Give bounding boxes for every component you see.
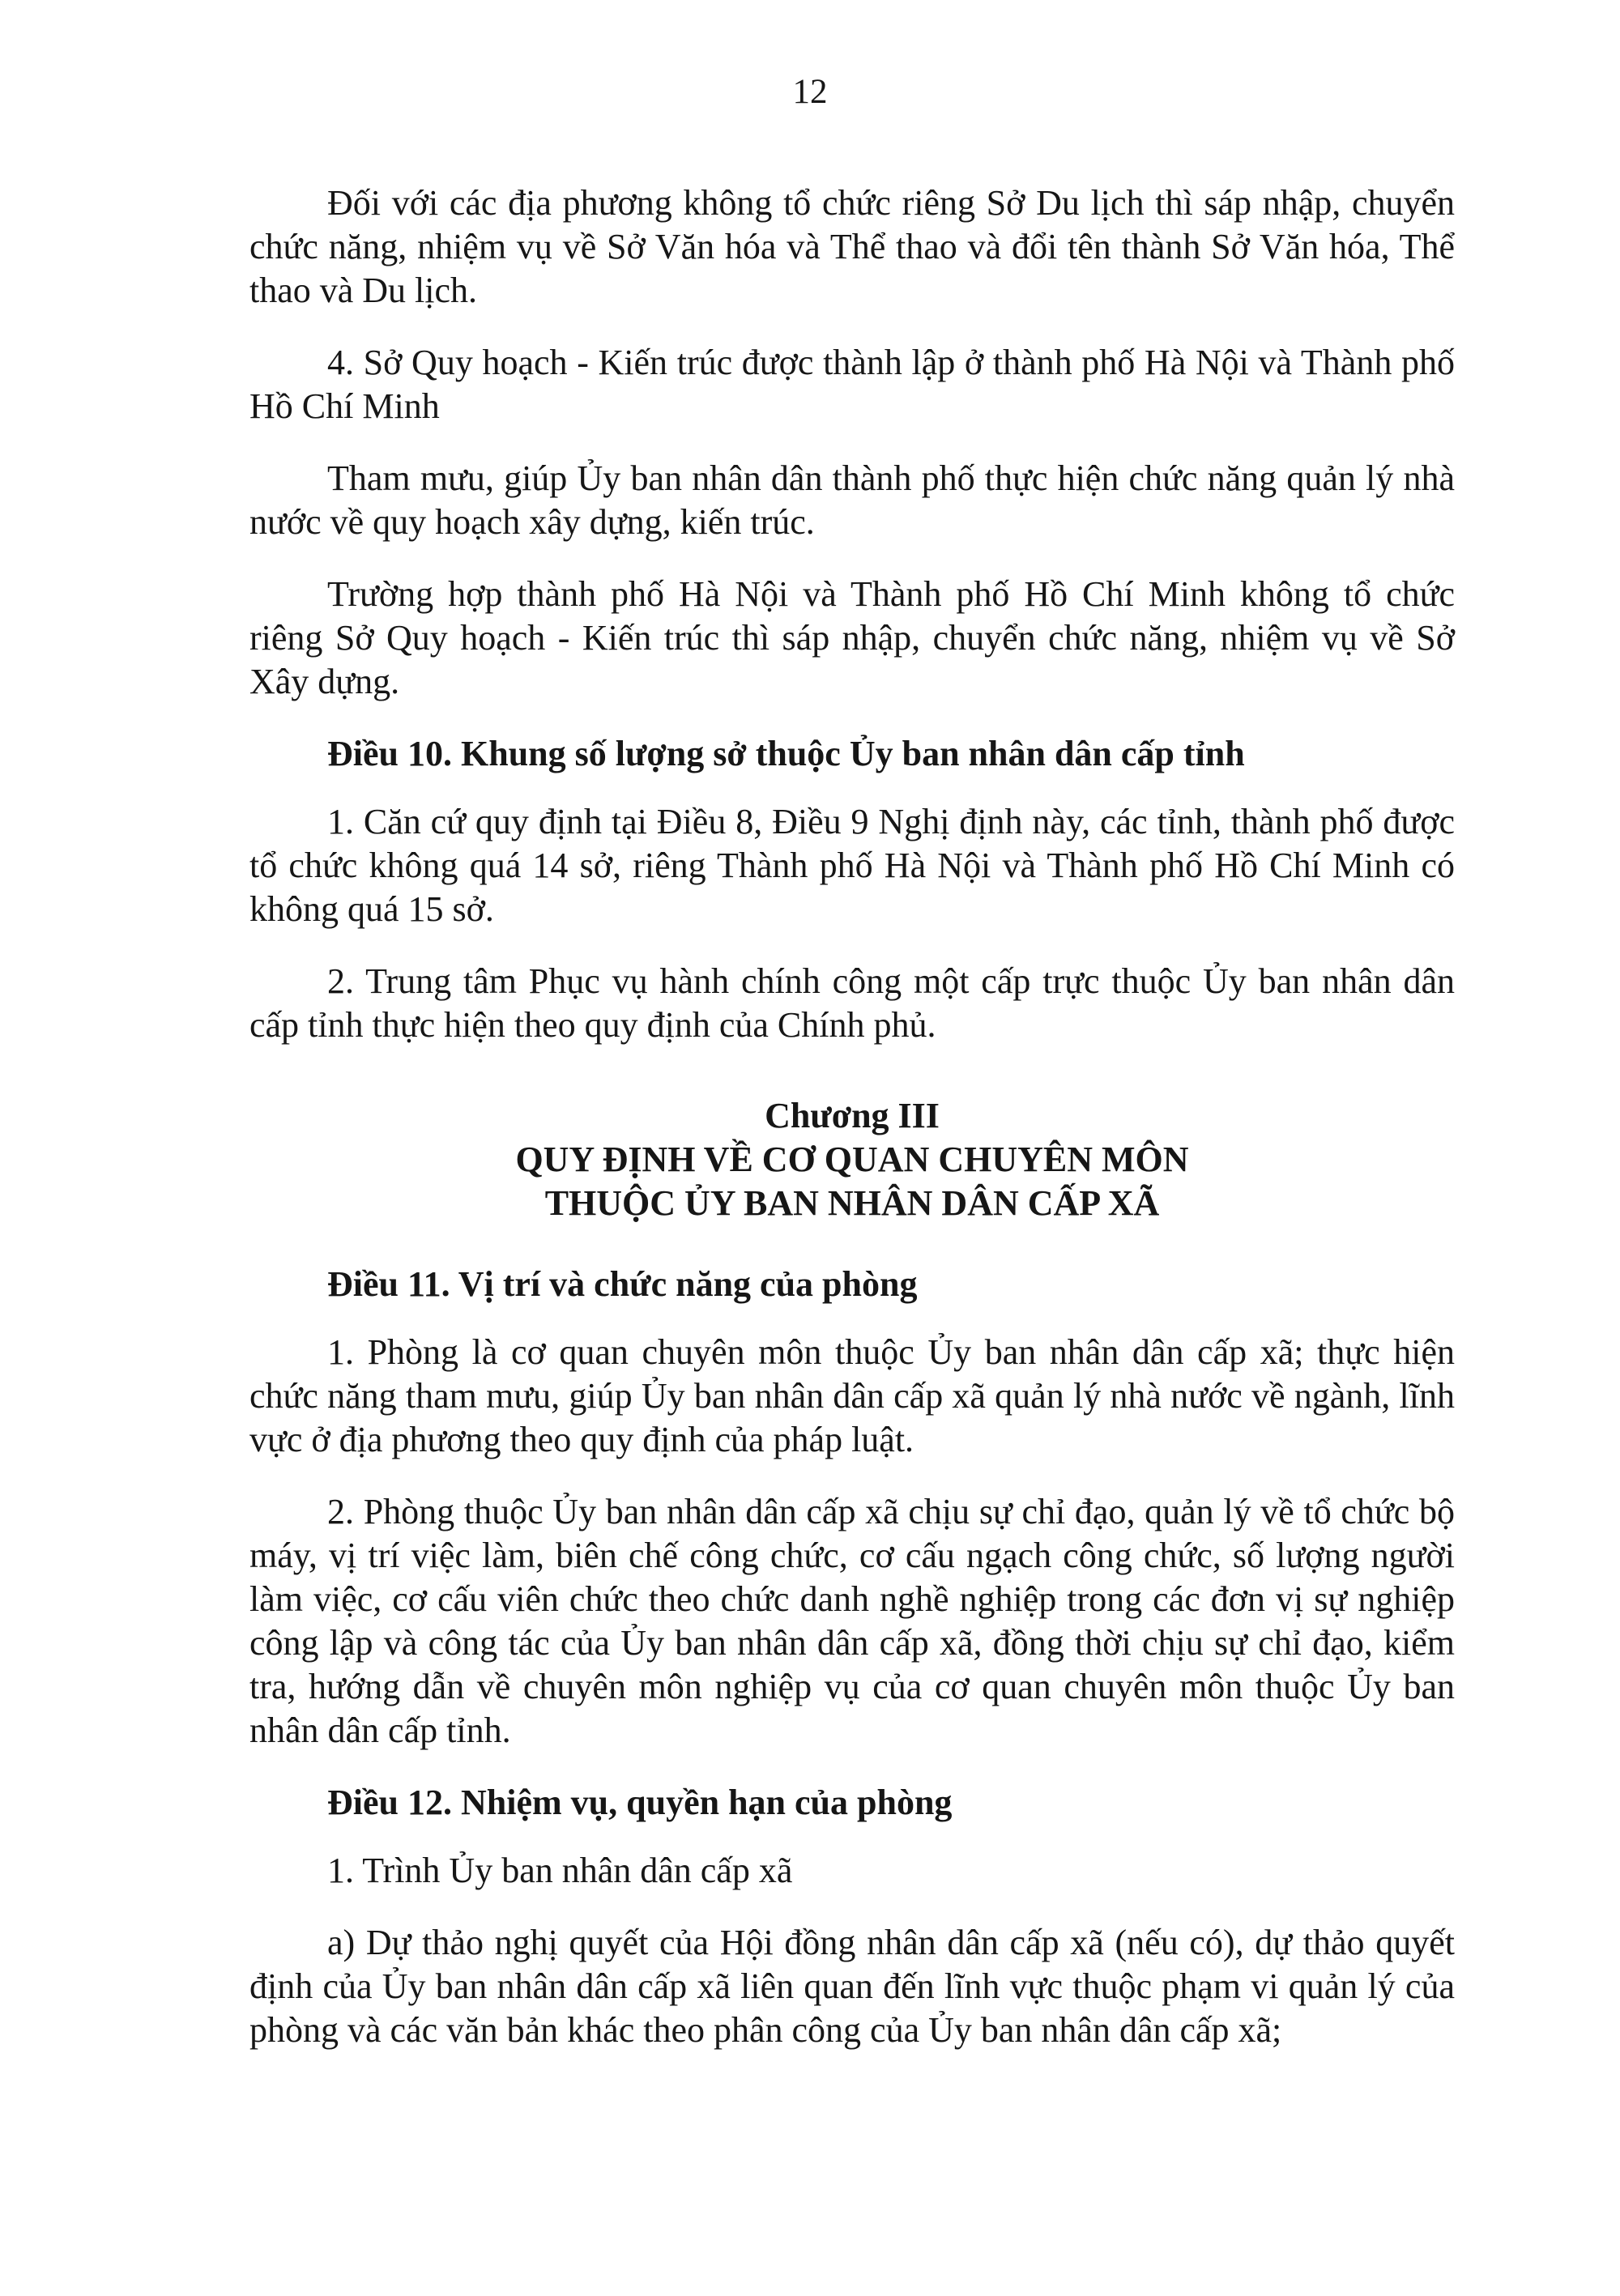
chapter-title-line-2: THUỘC ỦY BAN NHÂN DÂN CẤP XÃ	[544, 1183, 1160, 1223]
chapter-title-line-1: QUY ĐỊNH VỀ CƠ QUAN CHUYÊN MÔN	[515, 1139, 1189, 1179]
article-12-item-1: 1. Trình Ủy ban nhân dân cấp xã	[327, 1851, 793, 1890]
page-number: 12	[792, 73, 828, 111]
paragraph-planning-merger: Trường hợp thành phố Hà Nội và Thành phố Hồ Chí Minh không tổ chức riêng Sở Quy hoạch - Kiến trúc thì sáp nhập, chuyển chức năng, nhiệm vụ về Sở Xây dựng.	[249, 574, 1455, 701]
article-10-item-2: 2. Trung tâm Phục vụ hành chính công một cấp trực thuộc Ủy ban nhân dân cấp tỉnh thực hiện theo quy định của Chính phủ.	[249, 961, 1455, 1045]
chapter-heading	[249, 1094, 1455, 1225]
chapter-label: Chương III	[765, 1096, 940, 1135]
article-11-item-1: 1. Phòng là cơ quan chuyên môn thuộc Ủy ban nhân dân cấp xã; thực hiện chức năng tham mưu, giúp Ủy ban nhân dân cấp xã quản lý nhà nước về ngành, lĩnh vực ở địa phương theo quy định của pháp luật.	[249, 1332, 1455, 1459]
paragraph-tourism-merger: Đối với các địa phương không tổ chức riêng Sở Du lịch thì sáp nhập, chuyển chức năng, nhiệm vụ về Sở Văn hóa và Thể thao và đổi tên thành Sở Văn hóa, Thể thao và Du lịch.	[249, 183, 1455, 310]
paragraph-planning-function: Tham mưu, giúp Ủy ban nhân dân thành phố thực hiện chức năng quản lý nhà nước về quy hoạch xây dựng, kiến trúc.	[249, 458, 1455, 542]
article-11-item-2: 2. Phòng thuộc Ủy ban nhân dân cấp xã chịu sự chỉ đạo, quản lý về tổ chức bộ máy, vị trí việc làm, biên chế công chức, cơ cấu ngạch công chức, số lượng người làm việc, cơ cấu viên chức theo chức danh nghề nghiệp trong các đơn vị sự nghiệp công lập và công tác của Ủy ban nhân dân cấp xã, đồng thời chịu sự chỉ đạo, kiểm tra, hướng dẫn về chuyên môn nghiệp vụ của cơ quan chuyên môn thuộc Ủy ban nhân dân cấp tỉnh.	[249, 1492, 1455, 1750]
article-11-heading: Điều 11. Vị trí và chức năng của phòng	[327, 1264, 918, 1304]
article-12-item-1a: a) Dự thảo nghị quyết của Hội đồng nhân dân cấp xã (nếu có), dự thảo quyết định của Ủy ban nhân dân cấp xã liên quan đến lĩnh vực thuộc phạm vi quản lý của phòng và các văn bản khác theo phân công của Ủy ban nhân dân cấp xã;	[249, 1923, 1455, 2050]
article-10-heading: Điều 10. Khung số lượng sở thuộc Ủy ban nhân dân cấp tỉnh	[327, 734, 1245, 773]
article-10-item-1: 1. Căn cứ quy định tại Điều 8, Điều 9 Nghị định này, các tỉnh, thành phố được tổ chức không quá 14 sở, riêng Thành phố Hà Nội và Thành phố Hồ Chí Minh có không quá 15 sở.	[249, 802, 1455, 929]
paragraph-planning-department: 4. Sở Quy hoạch - Kiến trúc được thành lập ở thành phố Hà Nội và Thành phố Hồ Chí Minh	[249, 343, 1455, 426]
document-body	[249, 181, 1455, 2081]
article-12-heading: Điều 12. Nhiệm vụ, quyền hạn của phòng	[327, 1783, 953, 1822]
